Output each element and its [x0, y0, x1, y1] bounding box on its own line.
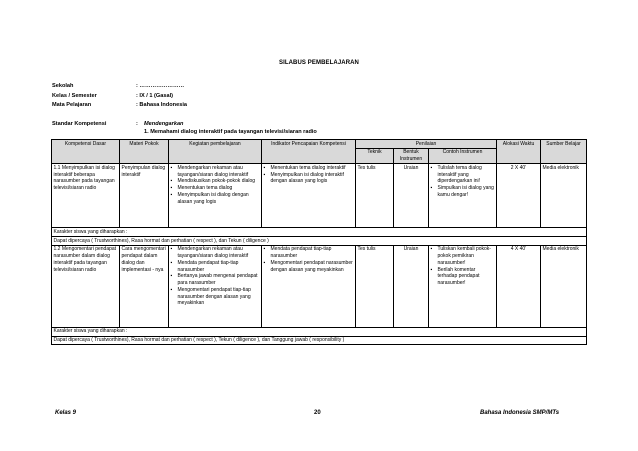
list-item: ▪ Mengomentari pendapat tiap-tiap narasumber dengan alasan yang meyakinkan: [178, 287, 260, 307]
cell-contoh: [429, 245, 497, 327]
page-title: SILABUS PEMBELAJARAN: [278, 60, 359, 66]
footer-subject: Bahasa Indonesia SMP/MTs: [480, 410, 560, 416]
list-item: ▪ Simpulkan isi dialog yang kamu dengar!: [438, 185, 495, 199]
header-kompetensi-dasar: Kompetensi Dasar: [52, 140, 120, 164]
cell-teknik: Tes tulis: [356, 245, 394, 327]
header-row: [52, 140, 587, 149]
karakter-text: Dapat dipercaya ( Trustworthines), Rasa hormat dan perhatian ( respect ), dan Tekun ( diligence ): [52, 237, 587, 246]
meta-label: Mata Pelajaran: [52, 102, 92, 108]
list-item: ▪ Mendengarkan rekaman atau tayangan/siaran dialog interaktif: [178, 165, 260, 179]
table-row: [52, 164, 587, 228]
cell-sumber: Media elektronik: [541, 245, 587, 327]
list-item: ▪ Tuliskan kembali pokok-pokok pemikiran narasumber!: [438, 246, 495, 266]
footer-class: Kelas 9: [55, 410, 77, 416]
header-sumber: Sumber Belajar: [541, 140, 587, 164]
standar-colon: :: [136, 121, 138, 127]
standar-kompetensi-text: 1. Memahami dialog interaktif pada tayangan televisi/siaran radio: [144, 129, 317, 135]
cell-alokasi: 4 X 40’: [497, 245, 541, 327]
cell-indikator: [262, 245, 356, 327]
cell-materi: Cara mengomentari pendapat dalam dialog dan implementasi - nya: [120, 245, 169, 327]
footer-page-number: 20: [314, 410, 321, 416]
karakter-label-row: [52, 228, 587, 237]
karakter-label: Karakter siswa yang diharapkan :: [52, 228, 587, 237]
meta-value: : IX / 1 (Gasal): [136, 93, 173, 99]
cell-kd: 1.2 Mengomentari pendapat narasumber dalam dialog interaktif pada tayangan televisi/siaran radio: [52, 245, 120, 327]
cell-bentuk: Uraian: [394, 245, 429, 327]
list-item: ▪ Menentukan tema dialog: [178, 185, 260, 192]
cell-alokasi: 2 X 40’: [497, 164, 541, 228]
header-alokasi: Alokasi Waktu: [497, 140, 541, 164]
header-teknik: Teknik: [356, 148, 394, 164]
karakter-label: Karakter siswa yang diharapkan :: [52, 327, 587, 336]
karakter-row: [52, 237, 587, 246]
meta-value: : Bahasa Indonesia: [136, 102, 187, 108]
cell-sumber: Media elektronik: [541, 164, 587, 228]
header-bentuk: Bentuk Instrumen: [394, 148, 429, 164]
list-item: ▪ Berilah komentar terhadap pendapat narasumber!: [438, 267, 495, 287]
list-item: ▪ Bertanya jawab mengenai pendapat para narasumber: [178, 273, 260, 287]
list-item: ▪ Mendengarkan rekaman atau tayangan/siaran dialog interaktif: [178, 246, 260, 260]
cell-kd: 1.1 Menyimpulkan isi dialog interaktif beberapa narasumber pada tayangan televisi/siaran radio: [52, 164, 120, 228]
header-indikator: Indikator Pencapaian Kompetensi: [262, 140, 356, 164]
karakter-row: [52, 336, 587, 345]
header-kegiatan: Kegiatan pembelajaran: [169, 140, 262, 164]
list-item: ▪ Mendiskusikan pokok-pokok dialog: [178, 178, 260, 185]
cell-bentuk: Uraian: [394, 164, 429, 228]
list-item: ▪ Tulislah tema dialog interaktif yang diperdengarkan ini!: [438, 165, 495, 185]
cell-teknik: Tes tulis: [356, 164, 394, 228]
meta-value: : ……………………: [136, 83, 185, 89]
list-item: ▪ Mendata pendapat tiap-tiap narasumber: [178, 260, 260, 274]
cell-contoh: [429, 164, 497, 228]
header-penilaian: Penilaian: [356, 140, 497, 149]
meta-label: Kelas / Semester: [52, 93, 97, 99]
standar-aspek: Mendengarkan: [144, 121, 184, 127]
cell-indikator: [262, 164, 356, 228]
list-item: ▪ Mengomentari pendapat narasumber dengan alasan yang meyakinkan: [271, 260, 354, 274]
cell-kegiatan: [169, 164, 262, 228]
karakter-text: Dapat dipercaya ( Trustworthines), Rasa hormat dan perhatian ( respect ), Tekun ( diligence ), dan Tanggung jawab ( responsibility ): [52, 336, 587, 345]
cell-materi: Penyimpulan dialog interaktif: [120, 164, 169, 228]
list-item: ▪ Mendata pendapat tiap-tiap narasumber: [271, 246, 354, 260]
silabus-table: [51, 139, 587, 345]
karakter-label-row: [52, 327, 587, 336]
header-contoh: Contoh Instrumen: [429, 148, 497, 164]
cell-kegiatan: [169, 245, 262, 327]
table-row: [52, 245, 587, 327]
meta-label: Sekolah: [52, 83, 74, 89]
list-item: ▪ Menyimpulkan isi dialog interaktif dengan alasan yang logis: [271, 172, 354, 186]
list-item: ▪ Menentukan tema dialog interaktif: [271, 165, 354, 172]
list-item: ▪ Menyimpulkan isi dialog dengan alasan yang logis: [178, 192, 260, 206]
standar-label: Standar Kompetensi: [52, 121, 107, 127]
header-materi-pokok: Materi Pokok: [120, 140, 169, 164]
